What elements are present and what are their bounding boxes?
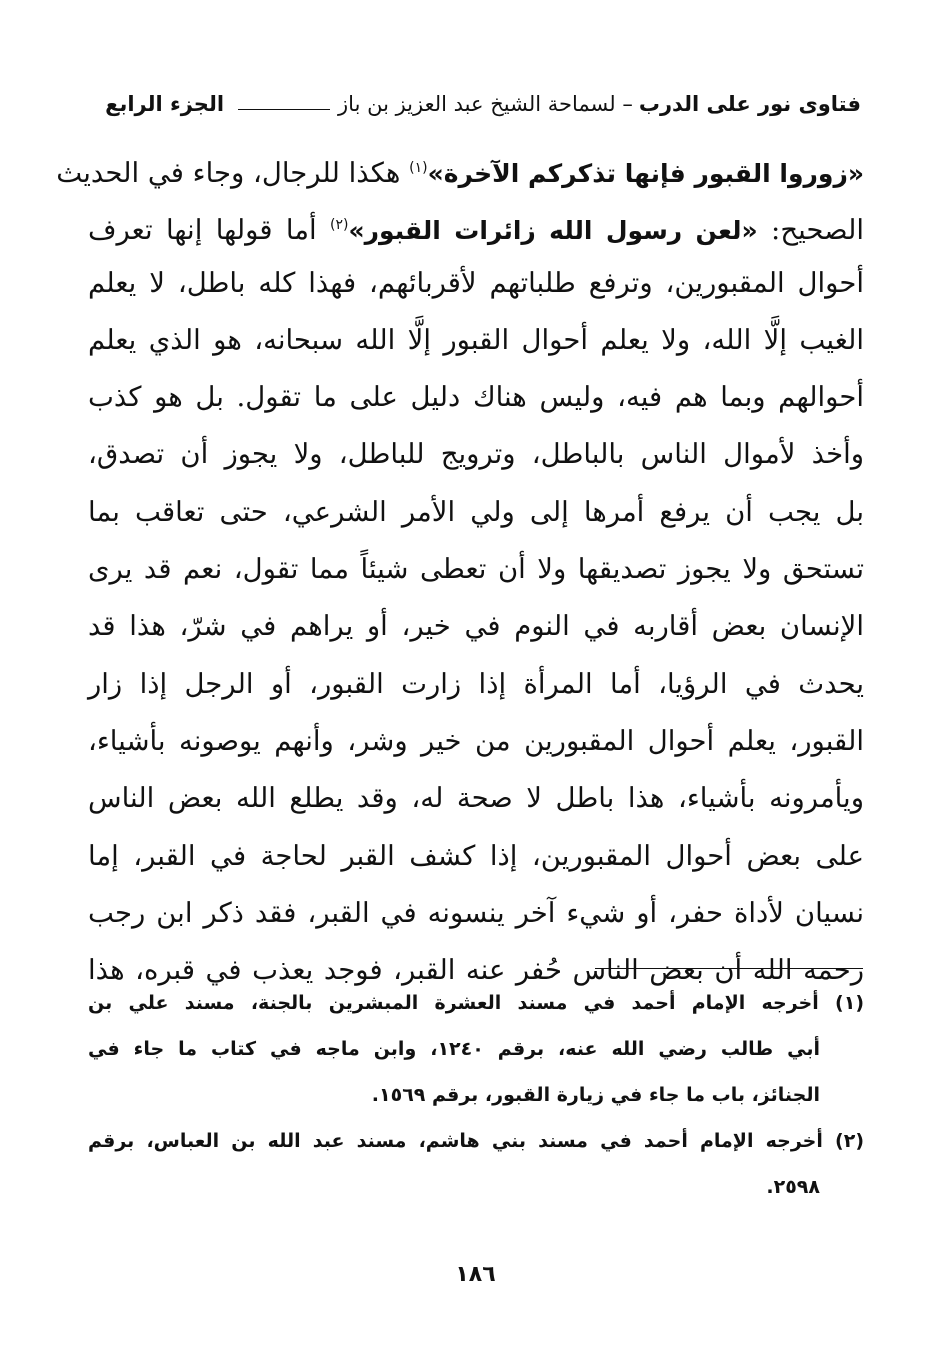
text-line [56,140,864,197]
text-line: الغيب إلَّا الله، ولا يعلم أحوال القبور إلَّا الله سبحانه، هو الذي يعلم [88,323,864,356]
text-line: أحوال المقبورين، وترفع طلباتهم لأقربائهم، فهذا كله باطل، لا يعلم [88,266,864,299]
footnote-line: ٢٥٩٨. [766,1176,820,1198]
line-text: أما قولها إنها تعرف [88,214,331,247]
text-line: القبور، يعلم أحوال المقبورين من خير وشر، وأنهم يوصونه بأشياء، [88,724,864,757]
footnote-line: (١) أخرجه الإمام أحمد في مسند العشرة المبشرين بالجنة، مسند علي بن [88,992,864,1014]
author-name: – لسماحة الشيخ عبد العزيز بن باز [338,92,633,116]
page-number: ١٨٦ [455,1262,496,1287]
text-line: على بعض أحوال المقبورين، إذا كشف القبر لحاجة في القبر، إما [88,839,864,872]
footnote-ref: (١) [409,160,428,176]
text-line [88,197,864,254]
footnote-line: الجنائز، باب ما جاء في زيارة القبور، برقم ١٥٦٩. [371,1084,820,1106]
text-line: يحدث في الرؤيا، أما المرأة إذا زارت القبور، أو الرجل إذا زار [88,667,864,700]
text-line: الإنسان بعض أقاربه في النوم في خير، أو يراهم في شرّ، هذا قد [88,610,864,643]
text-line: نسيان لأداة حفر، أو شيء آخر ينسونه في القبر، فقد ذكر ابن رجب [88,896,864,929]
book-title: فتاوى نور على الدرب [638,92,861,116]
line-text: هكذا للرجال، وجاء في الحديث [56,157,410,190]
footnote-ref: (٢) [330,217,349,234]
hadith-quote: «زوروا القبور فإنها تذكركم الآخرة» [427,159,864,189]
footnotes [88,980,864,1210]
text-line: وأخذ لأموال الناس بالباطل، وترويج للباطل، ولا يجوز أن تصدق، [88,438,864,471]
hadith-quote: «لعن رسول الله زائرات القبور» [348,216,758,246]
text-line: أحوالهم وبما هم فيه، وليس هناك دليل على ما تقول. بل هو كذب [88,381,864,414]
main-text [56,140,864,999]
text-line: ويأمرونه بأشياء، هذا باطل لا صحة له، وقد يطلع الله بعض الناس [88,782,864,815]
running-header [88,86,861,122]
text-line: رحمه الله أن بعض الناس حُفر عنه القبر، فوجد يعذب في قبره، هذا [88,954,864,987]
footnote-line: أبي طالب رضي الله عنه، برقم ١٢٤٠، وابن ماجه في كتاب ما جاء في [88,1038,820,1060]
footnote-separator [595,968,863,969]
line-text: الصحيح: [757,214,864,247]
header-rule [238,109,330,110]
footnote-line: (٢) أخرجه الإمام أحمد في مسند بني هاشم، مسند عبد الله بن العباس، برقم [88,1130,864,1152]
volume-label: الجزء الرابع [105,92,225,116]
text-line: بل يجب أن يرفع أمرها إلى ولي الأمر الشرعي، حتى تعاقب بما [88,495,864,528]
text-line: تستحق ولا يجوز تصديقها ولا أن تعطى شيئاً مما تقول، نعم قد يرى [88,553,864,586]
